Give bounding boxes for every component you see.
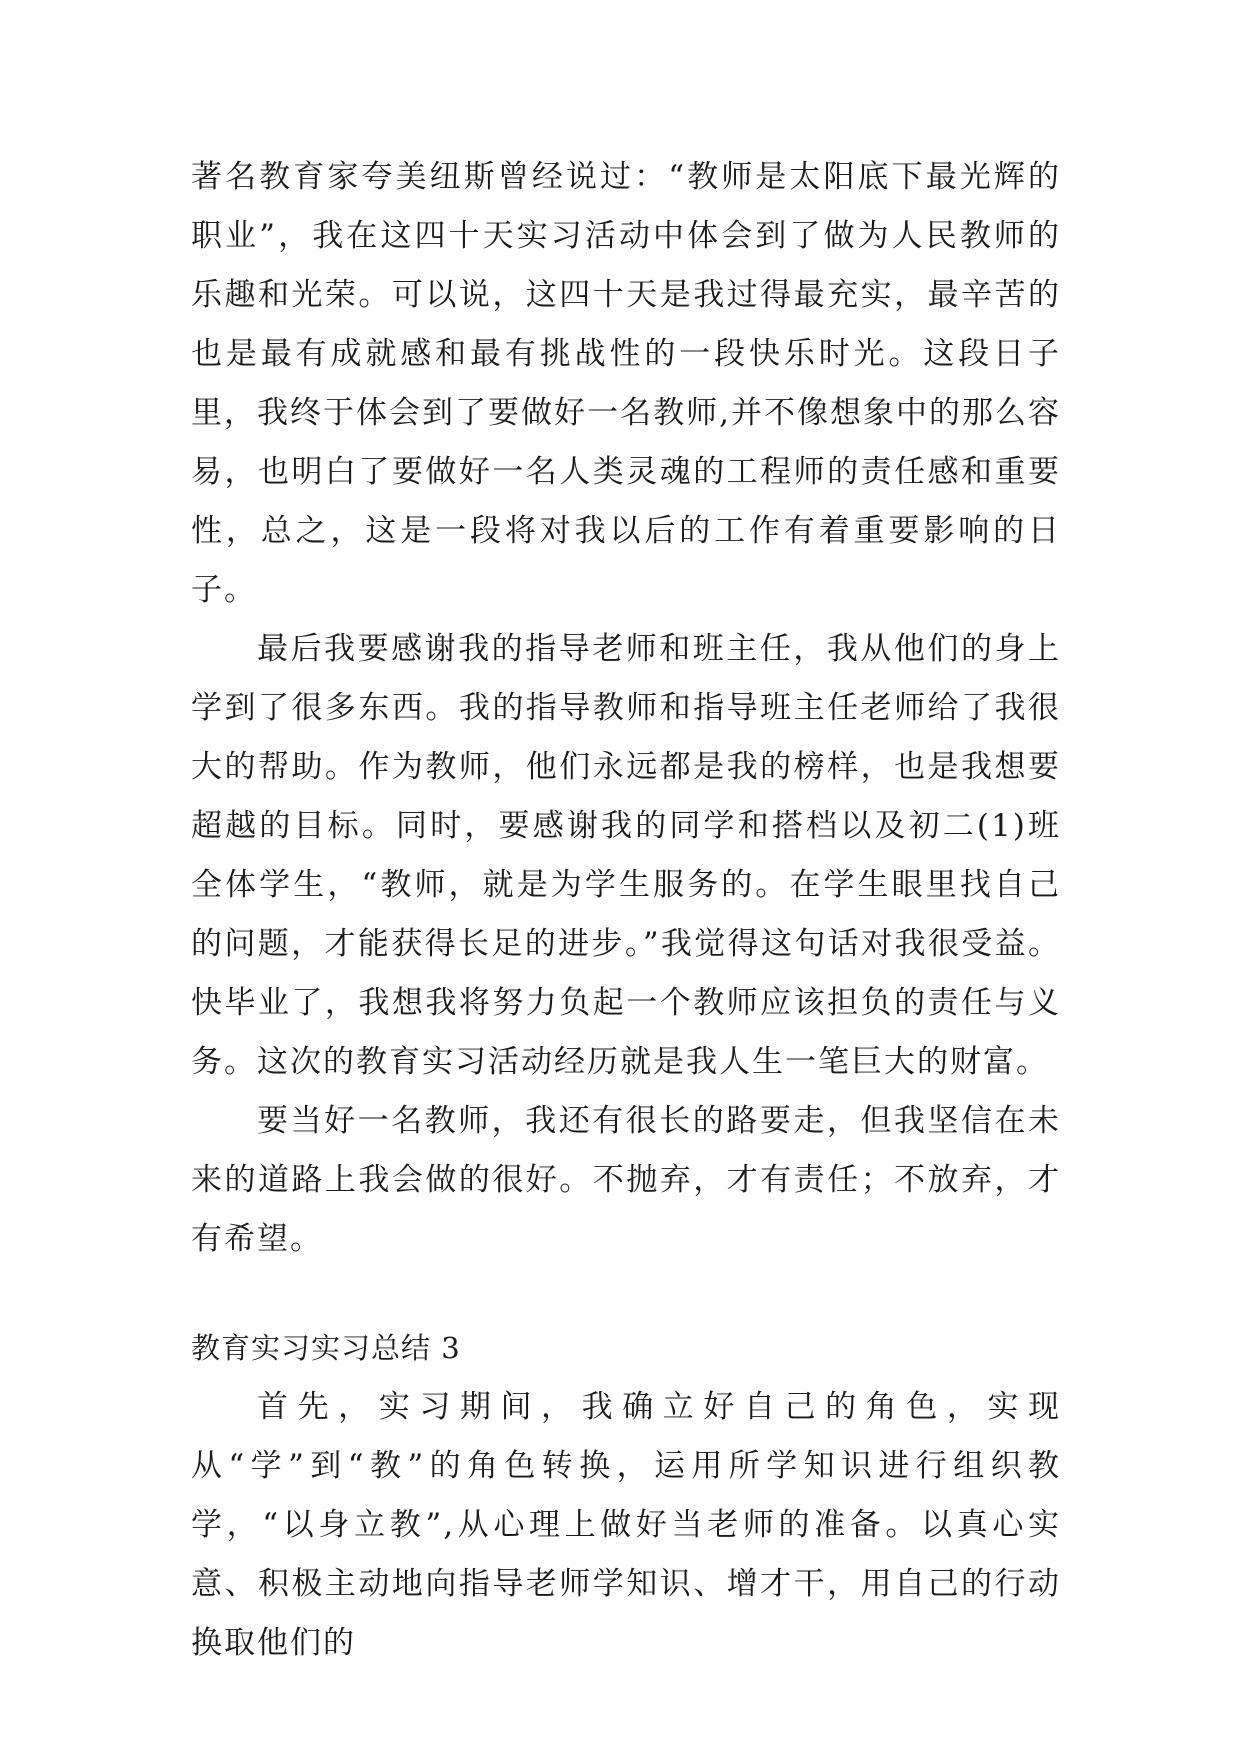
paragraph-future-hope: 要当好一名教师，我还有很长的路要走，但我坚信在未来的道路上我会做的很好。不抛弃，才有责任；不放弃，才有希望。: [191, 1103, 1061, 1257]
paragraph-role-transition: 首先，实习期间，我确立好自己的角色，实现从“学”到“教”的角色转换，运用所学知识进行组织教学，“以身立教”,从心理上做好当老师的准备。以真心实意、积极主动地向指导老师学知识、增才干，用自己的行动换取他们的: [191, 1389, 1061, 1661]
paragraph-teacher-career: 著名教育家夸美纽斯曾经说过：“教师是太阳底下最光辉的职业”，我在这四十天实习活动中体会到了做为人民教师的乐趣和光荣。可以说，这四十天是我过得最充实，最辛苦的也是最有成就感和最有挑战性的一段快乐时光。这段日子里，我终于体会到了要做好一名教师,并不像想象中的那么容易，也明白了要做好一名人类灵魂的工程师的责任感和重要性，总之，这是一段将对我以后的工作有着重要影响的日子。: [191, 159, 1061, 608]
document-body: [191, 148, 1061, 1673]
paragraph-thanks-mentors: 最后我要感谢我的指导老师和班主任，我从他们的身上学到了很多东西。我的指导教师和指导班主任老师给了我很大的帮助。作为教师，他们永远都是我的榜样，也是我想要超越的目标。同时，要感谢我的同学和搭档以及初二(1)班全体学生，“教师，就是为学生服务的。在学生眼里找自己的问题，才能获得长足的进步。”我觉得这句话对我很受益。快毕业了，我想我将努力负起一个教师应该担负的责任与义务。这次的教育实习活动经历就是我人生一笔巨大的财富。: [191, 631, 1061, 1080]
section-heading: 教育实习实习总结 3: [191, 1331, 461, 1365]
